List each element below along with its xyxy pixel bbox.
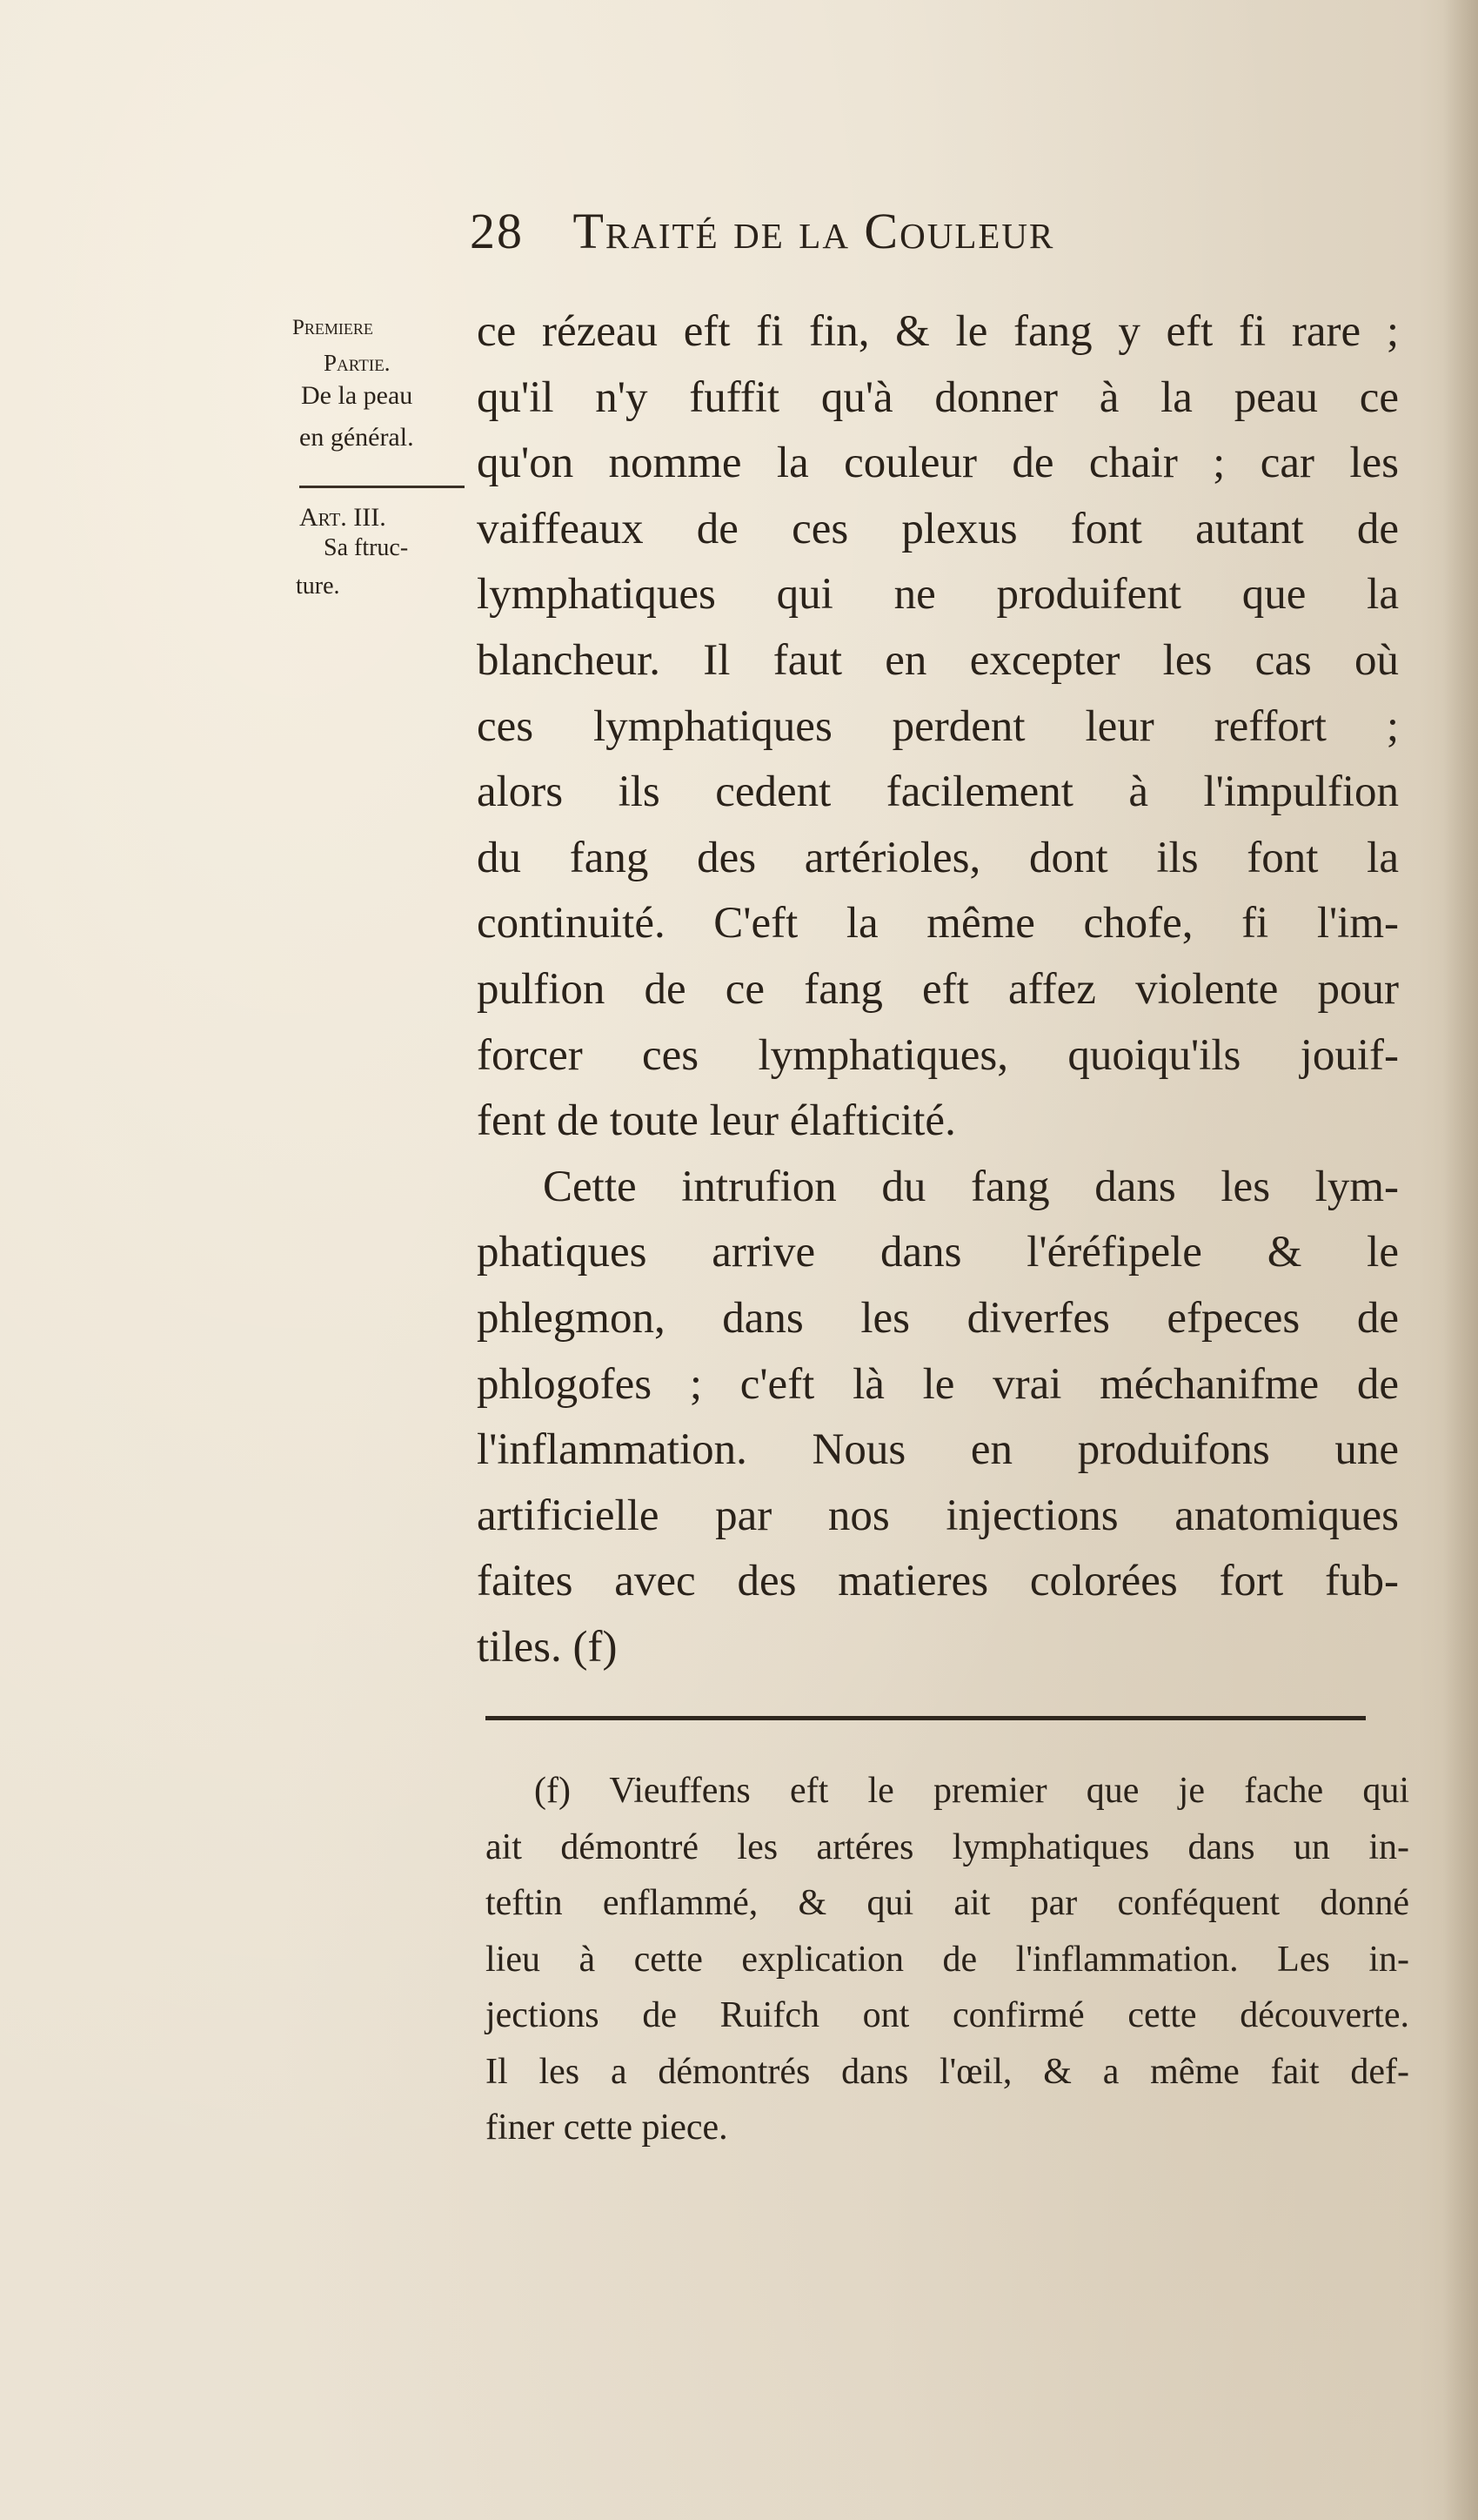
footnote-line: ait démontré les artéres lymphatiques dans un in- (485, 1826, 1409, 1867)
main-text (477, 299, 1399, 1680)
text-line: forcer ces lymphatiques, quoiqu'ils jouif- (477, 1030, 1399, 1080)
text-line: ces lymphatiques perdent leur reffort ; (477, 701, 1399, 751)
running-title: Traité de la Couleur (572, 203, 1055, 259)
footnote-divider (485, 1716, 1366, 1720)
text-line: qu'il n'y fuffit qu'à donner à la peau ce (477, 372, 1399, 422)
margin-note-topic-end: ture. (296, 573, 340, 600)
page-number: 28 (470, 203, 524, 259)
footnote-line: jections de Ruifch ont confirmé cette découverte. (485, 1995, 1409, 2035)
text-line: faites avec des matieres colorées fort fub- (477, 1557, 1399, 1606)
text-line: qu'on nomme la couleur de chair ; car les (477, 439, 1399, 488)
text-line: blancheur. Il faut en excepter les cas où (477, 635, 1399, 685)
footnote-line: (f) Vieuffens eft le premier que je fache qui (534, 1771, 1409, 1811)
text-line: phlegmon, dans les diverfes efpeces de (477, 1293, 1399, 1343)
margin-note-section: De la peau (301, 381, 413, 410)
text-line: continuité. C'eft la même chofe, fi l'im- (477, 899, 1399, 948)
page-edge-shadow (1443, 0, 1478, 2520)
footnote (485, 1763, 1409, 2156)
margin-note-part-label: Partie. (324, 350, 391, 376)
footnote-line: Il les a démontrés dans l'œil, & a même fait def- (485, 2051, 1409, 2092)
margin-note-topic: Sa ftruc- (324, 534, 409, 561)
footnote-line: lieu à cette explication de l'inflammation. Les in- (485, 1939, 1409, 1980)
text-line: pulfion de ce fang eft affez violente pour (477, 964, 1399, 1014)
footnote-line: teftin enflammé, & qui ait par conféquent donné (485, 1883, 1409, 1923)
footnote-line: finer cette piece. (485, 2108, 728, 2148)
text-line: artificielle par nos injections anatomiques (477, 1491, 1399, 1540)
text-line: l'inflammation. Nous en produifons une (477, 1425, 1399, 1475)
text-line: vaiffeaux de ces plexus font autant de (477, 504, 1399, 553)
text-line: fent de toute leur élafticité. (477, 1096, 956, 1146)
text-line: tiles. (f) (477, 1622, 618, 1672)
running-header (470, 202, 1348, 271)
margin-note-section-sub: en général. (299, 423, 414, 452)
text-line: lymphatiques qui ne produifent que la (477, 570, 1399, 620)
margin-note-article: Art. III. (299, 503, 386, 532)
text-line: phatiques arrive dans l'éréfipele & le (477, 1228, 1399, 1277)
margin-note-part: Premiere (292, 316, 373, 339)
text-line: alors ils cedent facilement à l'impulfion (477, 767, 1399, 817)
text-line: phlogofes ; c'eft là le vrai méchanifme de (477, 1359, 1399, 1409)
text-line: du fang des artérioles, dont ils font la (477, 833, 1399, 882)
text-line: ce rézeau eft fi fin, & le fang y eft fi rare ; (477, 307, 1399, 356)
text-line: Cette intrufion du fang dans les lym- (543, 1162, 1399, 1211)
margin-note-rule (299, 486, 465, 488)
